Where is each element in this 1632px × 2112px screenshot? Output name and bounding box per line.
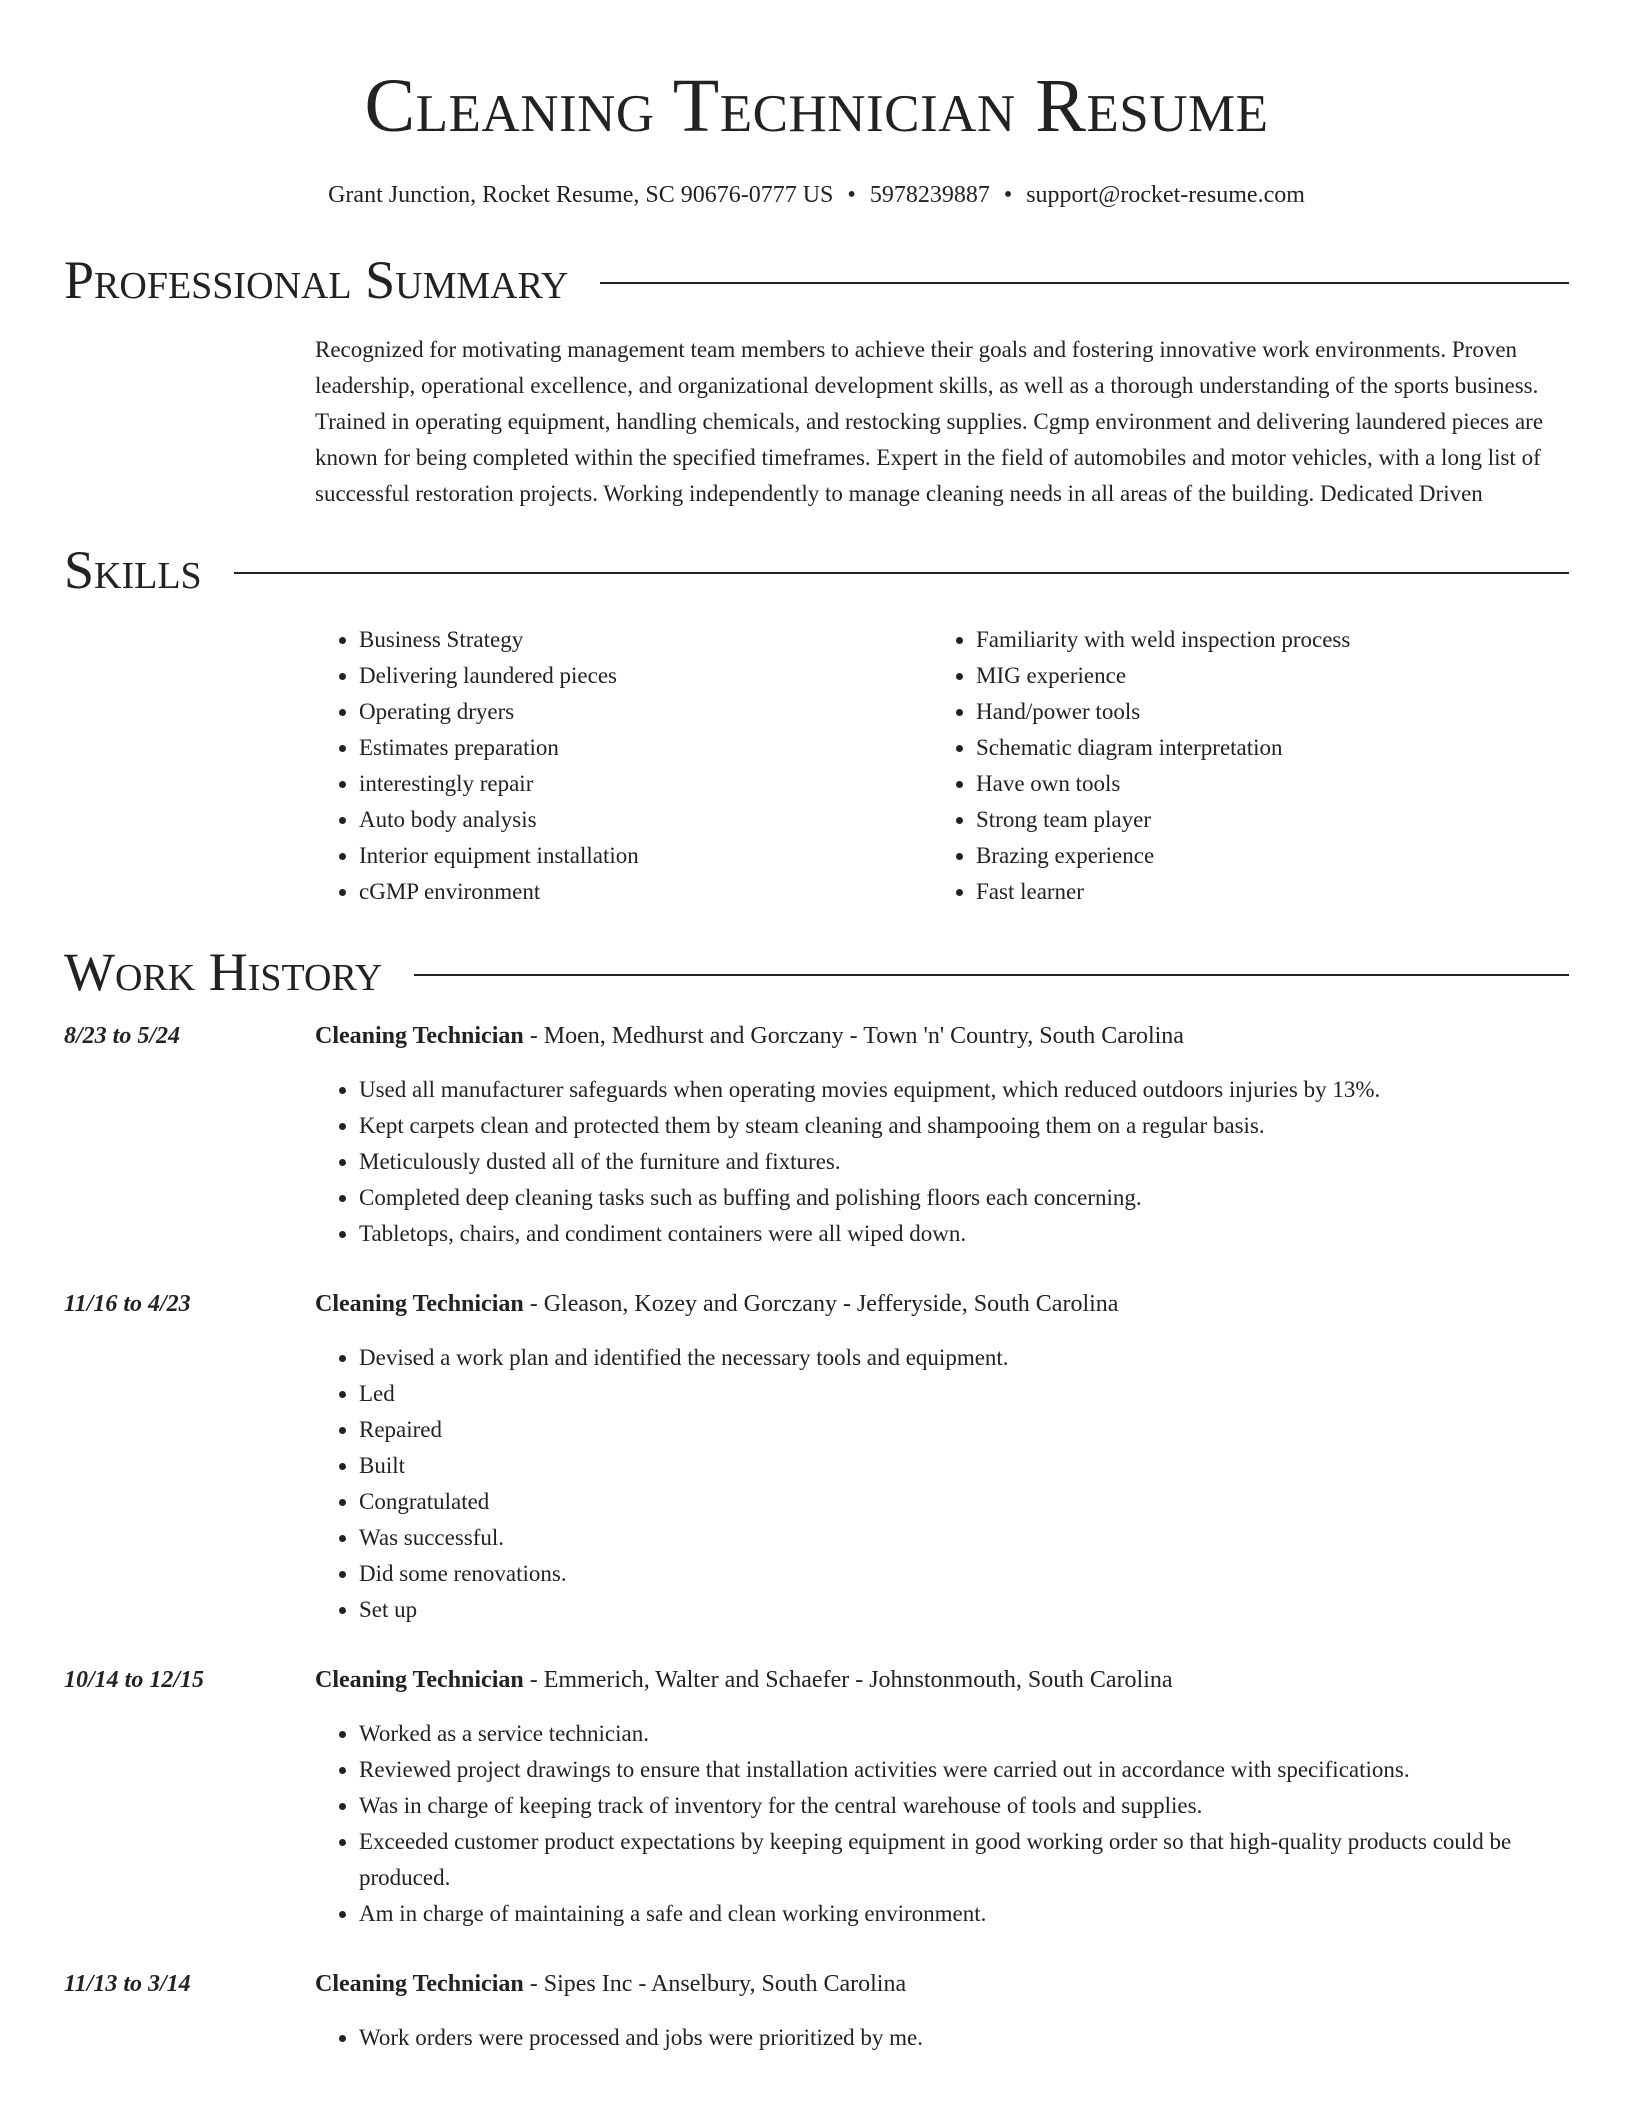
job-headline (315, 1018, 1569, 1054)
contact-separator: • (847, 182, 856, 208)
job-body (315, 1662, 1569, 1932)
list-item: • Business Strategy (359, 622, 932, 658)
job-dates: 11/13 to 3/14 (64, 1971, 191, 1997)
section-divider (414, 974, 1569, 976)
contact-email: support@rocket-resume.com (1026, 182, 1305, 208)
contact-separator: • (1003, 182, 1013, 208)
resume-page (64, 0, 1569, 2056)
job-details: - Sipes Inc - Anselbury, South Carolina (523, 1971, 907, 1997)
list-item: • Reviewed project drawings to ensure that installation activities were carried out in accordance with specifications. (359, 1752, 1569, 1788)
list-item: • Tabletops, chairs, and condiment containers were all wiped down. (359, 1216, 1569, 1252)
list-item: • interestingly repair (359, 766, 932, 802)
summary-heading: Professional Summary (64, 250, 569, 310)
job-body (315, 1286, 1569, 1628)
job-entry (64, 1966, 1569, 2056)
list-item: • Hand/power tools (976, 694, 1566, 730)
job-dates: 10/14 to 12/15 (64, 1667, 205, 1693)
job-entry (64, 1662, 1569, 1932)
job-entry (64, 1286, 1569, 1628)
list-item: • Have own tools (976, 766, 1566, 802)
list-item: • Delivering laundered pieces (359, 658, 932, 694)
job-body (315, 1966, 1569, 2056)
skills-heading: Skills (64, 540, 202, 600)
list-item: • Brazing experience (976, 838, 1566, 874)
job-entry (64, 1018, 1569, 1252)
resume-title: Cleaning Technician Resume (364, 64, 1269, 148)
list-item: • Worked as a service technician. (359, 1716, 1569, 1752)
list-item: • Auto body analysis (359, 802, 932, 838)
section-divider (234, 572, 1569, 574)
spacer (64, 1252, 1569, 1286)
job-details: - Gleason, Kozey and Gorczany - Jefferyside, South Carolina (523, 1291, 1119, 1317)
list-item: • Was successful. (359, 1520, 1569, 1556)
job-bullets (315, 2020, 1569, 2056)
contact-address: Grant Junction, Rocket Resume, SC 90676-0777 US (328, 182, 834, 208)
section-divider (600, 282, 1569, 284)
list-item: • Repaired (359, 1412, 1569, 1448)
job-headline (315, 1966, 1569, 2002)
list-item: • Built (359, 1448, 1569, 1484)
list-item: • Fast learner (976, 874, 1566, 910)
skills-columns (315, 622, 1569, 910)
list-item: • Interior equipment installation (359, 838, 932, 874)
skills-list-right (932, 622, 1566, 910)
job-headline (315, 1662, 1569, 1698)
job-role: Cleaning Technician (315, 1023, 524, 1049)
job-role: Cleaning Technician (315, 1971, 524, 1997)
job-headline (315, 1286, 1569, 1322)
job-details: - Emmerich, Walter and Schaefer - Johnstonmouth, South Carolina (523, 1667, 1173, 1693)
work-section-header (64, 940, 1569, 1004)
list-item: • cGMP environment (359, 874, 932, 910)
job-role: Cleaning Technician (315, 1667, 524, 1693)
spacer (64, 1628, 1569, 1662)
job-body (315, 1018, 1569, 1252)
list-item: • Did some renovations. (359, 1556, 1569, 1592)
list-item: • Set up (359, 1592, 1569, 1628)
skills-list-left (315, 622, 932, 910)
list-item: • Strong team player (976, 802, 1566, 838)
summary-section-header (64, 248, 1569, 312)
spacer (64, 1932, 1569, 1966)
list-item: • MIG experience (976, 658, 1566, 694)
job-details: - Moen, Medhurst and Gorczany - Town 'n' Country, South Carolina (523, 1023, 1184, 1049)
list-item: • Familiarity with weld inspection process (976, 622, 1566, 658)
job-dates: 11/16 to 4/23 (64, 1291, 191, 1317)
job-bullets (315, 1340, 1569, 1628)
skills-section-header (64, 538, 1569, 602)
list-item: • Schematic diagram interpretation (976, 730, 1566, 766)
list-item: • Kept carpets clean and protected them by steam cleaning and shampooing them on a regular basis. (359, 1108, 1569, 1144)
summary-text: Recognized for motivating management team members to achieve their goals and fostering innovative work environments. Proven leadership, operational excellence, and organizational development skills, as well as a thorough understanding of the sports business. Trained in operating equipment, handling chemicals, and restocking supplies. Cgmp environment and delivering laundered pieces are known for being completed within the specified timeframes. Expert in the field of automobiles and motor vehicles, with a long list of successful restoration projects. Working independently to manage cleaning needs in all areas of the building. Dedicated Driven (315, 337, 1544, 506)
list-item: • Am in charge of maintaining a safe and clean working environment. (359, 1896, 1569, 1932)
list-item: • Exceeded customer product expectations by keeping equipment in good working order so that high-quality products could be produced. (359, 1824, 1569, 1896)
list-item: • Was in charge of keeping track of inventory for the central warehouse of tools and supplies. (359, 1788, 1569, 1824)
job-bullets (315, 1072, 1569, 1252)
list-item: • Operating dryers (359, 694, 932, 730)
contact-phone: 5978239887 (869, 182, 990, 208)
list-item: • Estimates preparation (359, 730, 932, 766)
work-heading: Work History (64, 942, 383, 1002)
list-item: • Congratulated (359, 1484, 1569, 1520)
list-item: • Completed deep cleaning tasks such as buffing and polishing floors each concerning. (359, 1180, 1569, 1216)
job-bullets (315, 1716, 1569, 1932)
job-dates: 8/23 to 5/24 (64, 1023, 181, 1049)
list-item: • Used all manufacturer safeguards when operating movies equipment, which reduced outdoors injuries by 13%. (359, 1072, 1569, 1108)
list-item: • Meticulously dusted all of the furniture and fixtures. (359, 1144, 1569, 1180)
list-item: • Work orders were processed and jobs were prioritized by me. (359, 2020, 1569, 2056)
job-role: Cleaning Technician (315, 1291, 524, 1317)
list-item: • Led (359, 1376, 1569, 1412)
contact-line (64, 180, 1569, 210)
list-item: • Devised a work plan and identified the necessary tools and equipment. (359, 1340, 1569, 1376)
